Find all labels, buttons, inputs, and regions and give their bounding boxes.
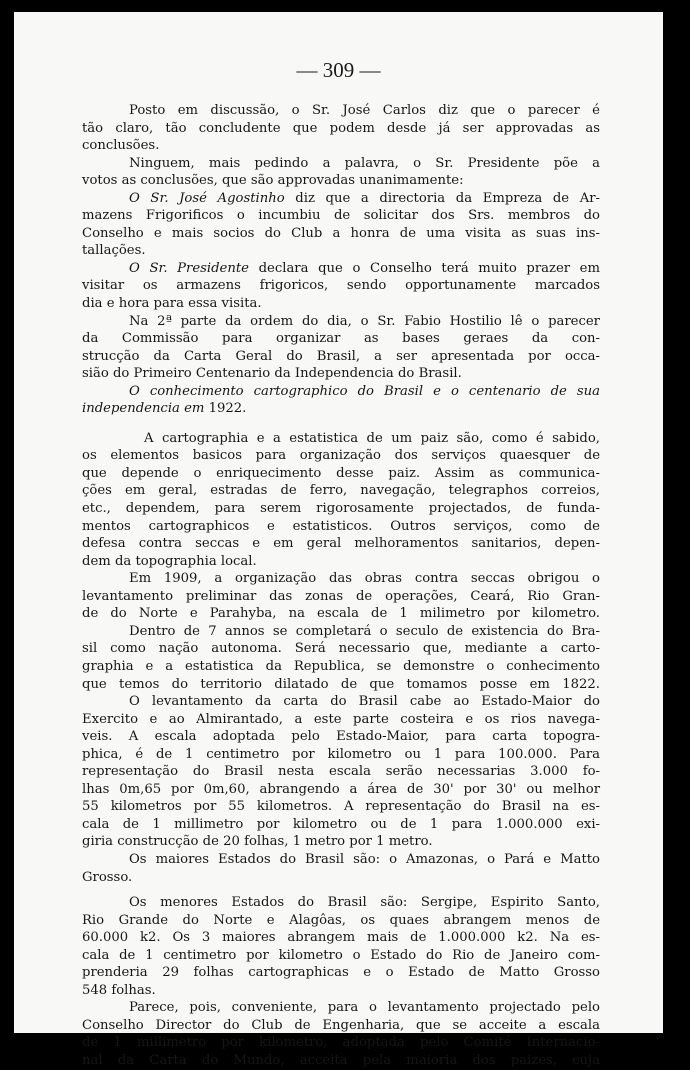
text-line: mazens Frigorificos o incumbiu de solicitar dos Srs. membros do — [82, 208, 600, 224]
text-line: Posto em discussão, o Sr. José Carlos diz que o parecer é — [129, 103, 600, 118]
text-line: Os menores Estados do Brasil são: Sergipe, Espirito Santo, — [129, 895, 600, 911]
text-line: Conselho e mais socios do Club a honra de uma visita as suas ins- — [82, 225, 600, 241]
text-line: Grosso. — [82, 869, 133, 885]
text-line: dia e hora para essa visita. — [82, 296, 262, 312]
text-line: tallações. — [82, 243, 146, 259]
text-line: lhas 0m,65 por 0m,60, abrangendo a área de 30' por 30' ou melhor — [82, 781, 600, 797]
text-line — [82, 260, 600, 278]
text-line: Na 2ª parte da ordem do dia, o Sr. Fabio Hostilio lê o parecer — [129, 313, 600, 329]
text-line: que depende o enriquecimento desse paiz. Assim as communica- — [82, 465, 600, 481]
text-line: dem da topographia local. — [82, 553, 257, 569]
text-span: diz que a directoria da Empreza de Ar- — [284, 190, 600, 206]
text-span: 1922. — [204, 401, 247, 417]
text-line: Ninguem, mais pedindo a palavra, o Sr. Presidente põe a — [129, 155, 600, 171]
text-line: etc., dependem, para serem rigorosamente projectados, de funda- — [82, 501, 600, 517]
text-line: de 1 millimetro por kilometro, adoptada pelo Comité Internacio- — [82, 1035, 600, 1051]
text-line: votos as conclusões, que são approvadas unanimamente: — [82, 173, 464, 189]
text-line: Os maiores Estados do Brasil são: o Amazonas, o Pará e Matto — [129, 851, 600, 867]
text-line: O levantamento da carta do Brasil cabe ao Estado-Maior do — [129, 694, 600, 710]
text-line: ções em geral, estradas de ferro, navegação, telegraphos correios, — [82, 483, 600, 499]
text-line: da Commissão para organizar as bases geraes da con- — [82, 331, 600, 347]
text-line: veis. A escala adoptada pelo Estado-Maior, para carta topogra- — [82, 729, 600, 745]
text-line: conclusões. — [82, 138, 160, 154]
text-line: Dentro de 7 annos se completará o seculo de existencia do Bra- — [129, 623, 600, 639]
text-line: giria construcção de 20 folhas, 1 metro por 1 metro. — [82, 834, 433, 850]
text-line: A cartographia e a estatistica de um paiz são, como é sabido, — [144, 430, 600, 446]
text-span: declara que o Conselho terá muito prazer em — [248, 260, 600, 276]
text-line: representação do Brasil nesta escala serão necessarias 3.000 fo- — [82, 764, 600, 780]
text-line: visitar os armazens frigoricos, sendo opportunamente marcados — [82, 278, 600, 294]
text-line: mentos cartographicos e estatisticos. Outros serviços, como de — [82, 518, 600, 534]
page-number: — 309 — — [296, 58, 381, 82]
book-page — [14, 12, 663, 1068]
text-line: prenderia 29 folhas cartographicas e o Estado de Matto Grosso — [82, 965, 600, 981]
text-line: phica, é de 1 centimetro por kilometro ou 1 para 100.000. Para — [82, 746, 600, 762]
paragraph-spacer — [82, 418, 600, 430]
text-line: defesa contra seccas e em geral melhoramentos sanitarios, depen- — [82, 536, 600, 552]
text-line: cala de 1 centimetro por kilometro o Estado do Rio de Janeiro com- — [82, 947, 600, 963]
italic-span: independencia em — [82, 401, 205, 417]
text-line: Exercito e ao Almirantado, a este parte costeira e os rios navega- — [82, 711, 600, 727]
text-line: Rio Grande do Norte e Alagôas, os quaes abrangem menos de — [82, 912, 600, 928]
text-line: graphia e a estatistica da Republica, se demonstre o conhecimento — [82, 658, 600, 674]
text-line: Em 1909, a organização das obras contra seccas obrigou o — [129, 571, 600, 587]
text-line: cala de 1 millimetro por kilometro ou de 1 para 1.000.000 exi- — [82, 816, 600, 832]
text-line: Conselho Director do Club de Engenharia, que se acceite a escala — [82, 1017, 600, 1033]
text-line — [82, 190, 600, 208]
text-line: levantamento preliminar das zonas de operações, Ceará, Rio Gran- — [82, 588, 600, 604]
text-line — [82, 400, 600, 418]
text-line: sil como nação autonoma. Será necessario que, mediante a carto- — [82, 641, 600, 657]
paragraph-spacer — [82, 886, 600, 894]
text-line: 55 kilometros por 55 kilometros. A representação do Brasil na es- — [82, 799, 600, 815]
text-line: sião do Primeiro Centenario da Independencia do Brasil. — [82, 366, 462, 382]
body-text — [82, 102, 600, 1070]
italic-span: O Sr. Presidente — [129, 260, 249, 276]
italic-span: O Sr. José Agostinho — [129, 190, 285, 206]
text-line: que temos do territorio dilatado de que tomamos posse em 1822. — [82, 676, 600, 692]
text-line: Parece, pois, conveniente, para o levantamento projectado pelo — [129, 1000, 600, 1016]
text-line: tão claro, tão concludente que podem desde já ser approvadas as — [82, 120, 600, 136]
text-line: strucção da Carta Geral do Brasil, a ser apresentada por occa- — [82, 348, 600, 364]
text-line: os elementos basicos para organização dos serviços quaesquer de — [82, 448, 600, 464]
text-line: O conhecimento cartographico do Brasil e o centenario de sua — [129, 383, 600, 399]
text-line: 60.000 k2. Os 3 maiores abrangem mais de 1.000.000 k2. Na es- — [82, 930, 600, 946]
text-line: 548 folhas. — [82, 982, 156, 998]
text-line: de do Norte e Parahyba, na escala de 1 milimetro por kilometro. — [82, 606, 600, 622]
text-line: nal da Carta do Mundo, acceita pela maioria dos paizes, cuja — [82, 1052, 600, 1068]
